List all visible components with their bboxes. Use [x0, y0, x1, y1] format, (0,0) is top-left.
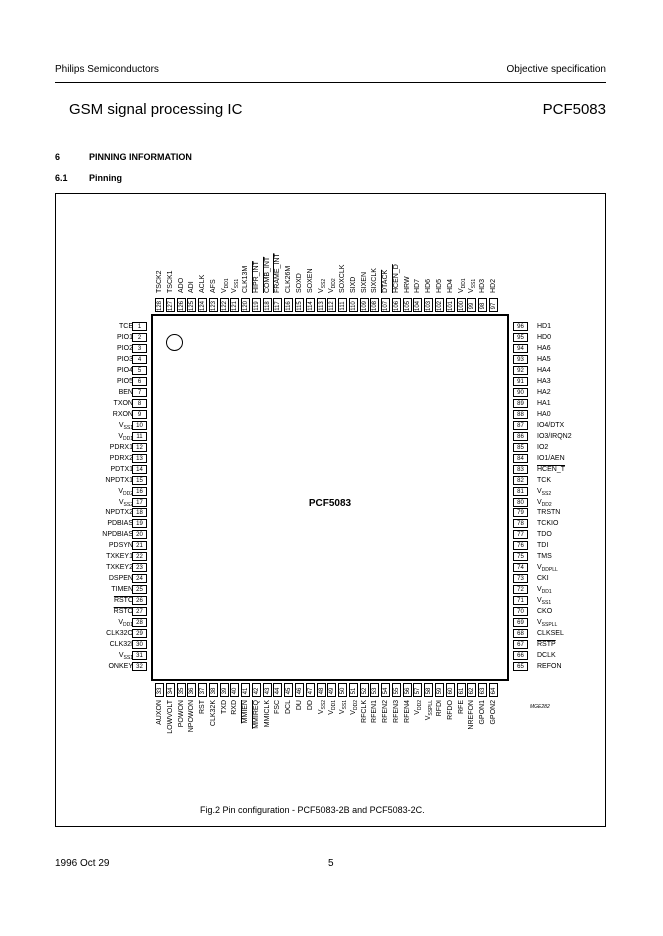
pin-number-box: 71 [513, 596, 528, 605]
pin-label: RFEN4 [403, 700, 411, 723]
pin-number-box: 107 [381, 298, 390, 312]
pin-number-box: 68 [513, 629, 528, 638]
pin-label: HCEN_T [537, 465, 566, 473]
pin-number-box: 91 [513, 377, 528, 386]
pin-label: TSCK1 [166, 270, 174, 293]
figure-code: MGE282 [530, 704, 550, 710]
pin-number-box: 34 [166, 683, 175, 697]
pin-number-box: 110 [349, 298, 358, 312]
pin-label: PIO2 [117, 344, 133, 352]
pin-number-box: 65 [513, 662, 528, 671]
pin-number-box: 76 [513, 541, 528, 550]
pin-number-box: 89 [513, 399, 528, 408]
pin-number-box: 40 [230, 683, 239, 697]
pin-number-box: 103 [424, 298, 433, 312]
pin-label: $V_{SS2}$ [118, 498, 133, 508]
pin-label: $V_{DD1}$ [328, 700, 338, 715]
pin-label: RFEN2 [382, 700, 390, 723]
pin-number-box: 77 [513, 530, 528, 539]
pin-number-box: 124 [198, 298, 207, 312]
pin-number-box: 53 [370, 683, 379, 697]
pin-label: CLK32I [109, 641, 133, 649]
pin-number-box: 74 [513, 563, 528, 572]
pin-label: CKO [537, 608, 553, 616]
pin-number-box: 35 [177, 683, 186, 697]
pin-number-box: 22 [132, 552, 147, 561]
pin-label: RSTP [537, 641, 556, 649]
pin-number-box: 30 [132, 640, 147, 649]
pin-number-box: 100 [457, 298, 466, 312]
pin-label: HD6 [425, 278, 433, 293]
pin-label: CLK13M [242, 265, 250, 293]
pin-label: CLKSEL [537, 630, 564, 638]
pin1-indicator [166, 334, 183, 351]
pin-number-box: 80 [513, 498, 528, 507]
document-title: GSM signal processing IC [69, 101, 243, 118]
pin-label: RFCLK [360, 700, 368, 723]
pin-label: RSTO [113, 608, 133, 616]
pin-label: TSCK2 [156, 270, 163, 293]
pin-number-box: 52 [360, 683, 369, 697]
pin-number-box: 39 [220, 683, 229, 697]
pin-label: DTACK [382, 269, 390, 293]
pin-number-box: 3 [132, 344, 147, 353]
pin-number-box: 33 [155, 683, 164, 697]
pin-number-box: 59 [435, 683, 444, 697]
pin-label: $V_{DD2}$ [118, 487, 133, 497]
pin-label: HCEN_D [392, 264, 400, 293]
pin-number-box: 26 [132, 596, 147, 605]
pin-number-box: 37 [198, 683, 207, 697]
pin-number-box: 25 [132, 585, 147, 594]
pin-number-box: 27 [132, 607, 147, 616]
pin-number-box: 32 [132, 662, 147, 671]
pin-label: HD0 [537, 333, 552, 341]
pin-label: NPDTX2 [105, 509, 133, 517]
pin-number-box: 102 [435, 298, 444, 312]
pin-number-box: 29 [132, 629, 147, 638]
pin-number-box: 108 [370, 298, 379, 312]
pin-number-box: 99 [467, 298, 476, 312]
pin-number-box: 55 [392, 683, 401, 697]
pin-number-box: 69 [513, 618, 528, 627]
pin-label: $V_{SS1}$ [537, 597, 552, 607]
pin-number-box: 83 [513, 465, 528, 474]
pin-label: $V_{DD2}$ [414, 700, 424, 715]
pin-label: DCLK [537, 652, 556, 660]
pin-label: HIPR_INT [252, 261, 260, 293]
pin-number-box: 116 [284, 298, 293, 312]
pin-label: IO3/IRQN2 [537, 432, 572, 440]
pin-number-box: 128 [155, 298, 164, 312]
pin-label: PDTX1 [110, 465, 133, 473]
pin-label: HD4 [446, 278, 454, 293]
header-rule [55, 82, 606, 83]
pin-number-box: 117 [273, 298, 282, 312]
pin-number-box: 36 [187, 683, 196, 697]
pin-label: HD3 [479, 278, 487, 293]
pin-number-box: 111 [338, 298, 347, 312]
pin-number-box: 48 [317, 683, 326, 697]
pin-label: DCL [285, 700, 293, 715]
pin-label: PDRX1 [109, 443, 133, 451]
pin-label: RFEN3 [392, 700, 400, 723]
pin-number-box: 7 [132, 388, 147, 397]
pin-label: RXON [112, 410, 133, 418]
pin-label: $V_{DD2}$ [328, 278, 338, 293]
pin-number-box: 46 [295, 683, 304, 697]
pin-number-box: 101 [446, 298, 455, 312]
pin-number-box: 45 [284, 683, 293, 697]
pin-number-box: 88 [513, 410, 528, 419]
pin-number-box: 70 [513, 607, 528, 616]
pin-label: DSPEN [108, 575, 133, 583]
pin-label: PIO5 [117, 377, 133, 385]
pin-number-box: 21 [132, 541, 147, 550]
section-number: 6 [55, 152, 61, 162]
pin-number-box: 94 [513, 344, 528, 353]
pin-label: FRAME_INT [274, 253, 282, 293]
pin-label: ADI [188, 281, 196, 293]
pin-number-box: 78 [513, 519, 528, 528]
part-number: PCF5083 [542, 101, 606, 118]
pin-label: SOXD [296, 273, 303, 293]
pin-number-box: 43 [263, 683, 272, 697]
pin-number-box: 38 [209, 683, 218, 697]
pin-label: HD2 [489, 278, 497, 293]
pin-label: $V_{SS1}$ [231, 278, 241, 293]
pin-number-box: 122 [220, 298, 229, 312]
pin-label: TXKEY1 [106, 553, 133, 561]
pin-label: AUXON [156, 700, 163, 725]
pin-number-box: 93 [513, 355, 528, 364]
pin-number-box: 17 [132, 498, 147, 507]
pin-number-box: 66 [513, 651, 528, 660]
pin-number-box: 16 [132, 487, 147, 496]
pin-number-box: 9 [132, 410, 147, 419]
pin-label: NPDTX1 [105, 476, 133, 484]
pin-label: ADO [177, 277, 185, 293]
pin-label: $V_{SS1}$ [339, 700, 349, 715]
pin-label: SOXCLK [339, 264, 347, 293]
pin-label: RSTC [113, 597, 133, 605]
pin-number-box: 119 [252, 298, 261, 312]
pin-label: NPOWON [188, 700, 196, 733]
pin-label: $V_{SS2}$ [317, 278, 327, 293]
page-number: 5 [328, 858, 334, 869]
pin-number-box: 23 [132, 563, 147, 572]
footer-date: 1996 Oct 29 [55, 858, 110, 869]
pin-number-box: 79 [513, 508, 528, 517]
pin-label: CLK26M [285, 265, 293, 293]
pin-label: PIO4 [117, 366, 133, 374]
pin-number-box: 92 [513, 366, 528, 375]
pin-number-box: 14 [132, 465, 147, 474]
pin-number-box: 44 [273, 683, 282, 697]
pin-number-box: 125 [187, 298, 196, 312]
pin-number-box: 60 [446, 683, 455, 697]
pin-label: PDRX2 [109, 454, 133, 462]
pin-label: $V_{SS1}$ [118, 421, 133, 431]
pin-number-box: 90 [513, 388, 528, 397]
pin-label: $V_{SS2}$ [537, 487, 552, 497]
pin-label: TXON [113, 399, 133, 407]
pin-label: REFON [537, 663, 562, 671]
pin-number-box: 114 [306, 298, 315, 312]
pin-label: SIXCLK [371, 268, 379, 293]
pin-number-box: 123 [209, 298, 218, 312]
pin-number-box: 106 [392, 298, 401, 312]
pin-label: RFDO [446, 700, 454, 720]
pin-number-box: 113 [317, 298, 326, 312]
pin-label: TIMEN [111, 586, 133, 594]
pin-label: PIO3 [117, 355, 133, 363]
pin-label: MMIEN [242, 700, 250, 724]
pin-label: AFS [209, 279, 217, 293]
pin-number-box: 18 [132, 508, 147, 517]
pin-label: $V_{DD2}$ [537, 498, 552, 508]
pin-label: CKI [537, 575, 549, 583]
pin-label: MMICLK [263, 700, 271, 728]
pin-number-box: 67 [513, 640, 528, 649]
pin-label: $V_{DD1}$ [220, 278, 230, 293]
pin-number-box: 95 [513, 333, 528, 342]
chip-name: PCF5083 [308, 498, 352, 509]
pin-label: RST [199, 700, 207, 714]
pin-number-box: 13 [132, 454, 147, 463]
pin-label: CLK32O [106, 630, 133, 638]
pin-number-box: 54 [381, 683, 390, 697]
pin-label: SOXEN [306, 268, 314, 293]
pin-number-box: 121 [230, 298, 239, 312]
section-title: PINNING INFORMATION [89, 152, 192, 162]
pin-number-box: 49 [327, 683, 336, 697]
pin-label: TXKEY2 [106, 564, 133, 572]
pin-label: CLK32K [209, 700, 217, 727]
header-spec-status: Objective specification [506, 64, 606, 75]
pin-number-box: 72 [513, 585, 528, 594]
header-company: Philips Semiconductors [55, 64, 159, 75]
pin-number-box: 115 [295, 298, 304, 312]
pin-number-box: 50 [338, 683, 347, 697]
pin-number-box: 82 [513, 476, 528, 485]
pin-label: HA1 [537, 399, 551, 407]
pin-label: FSC [274, 700, 282, 714]
pin-label: NPDBIAS [102, 531, 133, 539]
pin-number-box: 51 [349, 683, 358, 697]
pin-label: $V_{DD1}$ [118, 619, 133, 629]
pin-label: IO2 [537, 443, 549, 451]
pin-label: RFDI [436, 700, 444, 717]
pin-label: $V_{DD1}$ [457, 278, 467, 293]
pin-number-box: 86 [513, 432, 528, 441]
pin-label: TDO [537, 531, 552, 539]
pin-number-box: 47 [306, 683, 315, 697]
pin-label: $V_{SSPLL}$ [537, 619, 558, 629]
pin-number-box: 81 [513, 487, 528, 496]
pin-number-box: 1 [132, 322, 147, 331]
pin-number-box: 87 [513, 421, 528, 430]
pin-label: IO4/DTX [537, 421, 565, 429]
pin-label: NREFON [468, 700, 476, 730]
subsection-title: Pinning [89, 173, 122, 183]
pin-label: LOWVOLT [166, 700, 174, 734]
pin-number-box: 5 [132, 366, 147, 375]
pin-label: POWON [177, 700, 185, 728]
pin-number-box: 126 [177, 298, 186, 312]
pin-label: DU [296, 700, 303, 711]
pin-number-box: 41 [241, 683, 250, 697]
pin-number-box: 20 [132, 530, 147, 539]
pin-label: DD [306, 700, 314, 711]
pin-number-box: 118 [263, 298, 272, 312]
pin-label: RXD [231, 700, 239, 715]
pin-label: HA6 [537, 344, 551, 352]
pin-label: SIXD [349, 276, 357, 293]
pin-number-box: 63 [478, 683, 487, 697]
pin-number-box: 58 [424, 683, 433, 697]
pin-label: RFEN1 [371, 700, 379, 723]
pin-number-box: 75 [513, 552, 528, 561]
pin-label: GPON2 [489, 700, 497, 725]
pin-number-box: 28 [132, 618, 147, 627]
subsection-number: 6.1 [55, 173, 68, 183]
pin-label: HD5 [436, 278, 444, 293]
pin-label: TMS [537, 553, 552, 561]
pin-number-box: 84 [513, 454, 528, 463]
pin-number-box: 109 [360, 298, 369, 312]
pin-number-box: 11 [132, 432, 147, 441]
pin-number-box: 19 [132, 519, 147, 528]
pin-label: TXD [220, 700, 228, 714]
pin-number-box: 56 [403, 683, 412, 697]
pin-number-box: 127 [166, 298, 175, 312]
pin-number-box: 12 [132, 443, 147, 452]
pin-number-box: 62 [467, 683, 476, 697]
pin-label: HA5 [537, 355, 551, 363]
pin-label: TCE [119, 323, 133, 330]
pin-label: PDSYN [108, 542, 133, 550]
pin-number-box: 96 [513, 322, 528, 331]
pin-label: $V_{DD1}$ [537, 586, 552, 596]
pin-label: COMB_INT [263, 256, 271, 293]
pin-number-box: 6 [132, 377, 147, 386]
pin-label: SIXEN [360, 271, 368, 293]
pin-label: HA4 [537, 366, 551, 374]
pin-label: HA3 [537, 377, 551, 385]
pin-label: $V_{SS1}$ [118, 652, 133, 662]
pin-label: ACLK [199, 274, 207, 293]
pin-number-box: 104 [413, 298, 422, 312]
pin-label: HD1 [537, 323, 552, 330]
pin-number-box: 61 [457, 683, 466, 697]
pin-number-box: 31 [132, 651, 147, 660]
pin-label: $V_{DDPLL}$ [537, 564, 558, 574]
pin-label: PDBIAS [107, 520, 133, 528]
pin-label: IO1/AEN [537, 454, 565, 462]
pin-label: $V_{DD2}$ [349, 700, 359, 715]
pin-label: TDI [537, 542, 549, 550]
pin-number-box: 10 [132, 421, 147, 430]
pin-label: RFE [457, 700, 465, 714]
pin-label: $V_{SS2}$ [317, 700, 327, 715]
pin-label: PIO1 [117, 333, 133, 341]
pin-number-box: 64 [489, 683, 498, 697]
pin-label: HRW [403, 276, 411, 293]
pin-number-box: 73 [513, 574, 528, 583]
pin-number-box: 8 [132, 399, 147, 408]
pin-label: $V_{SSPLL}$ [425, 700, 435, 721]
pin-number-box: 120 [241, 298, 250, 312]
pin-number-box: 2 [132, 333, 147, 342]
pin-label: $V_{DD1}$ [118, 432, 133, 442]
pin-label: BEN [118, 388, 133, 396]
pin-label: HA2 [537, 388, 551, 396]
pin-label: GPON1 [479, 700, 487, 725]
pin-number-box: 105 [403, 298, 412, 312]
pin-label: TCKIO [537, 520, 559, 528]
pin-label: TRSTN [537, 509, 561, 517]
figure-caption: Fig.2 Pin configuration - PCF5083-2B and PCF5083-2C. [200, 805, 425, 815]
pin-number-box: 112 [327, 298, 336, 312]
pin-number-box: 15 [132, 476, 147, 485]
pin-label: TCK [537, 476, 551, 484]
pin-number-box: 24 [132, 574, 147, 583]
pin-label: HD7 [414, 278, 422, 293]
pin-number-box: 97 [489, 298, 498, 312]
pin-number-box: 57 [413, 683, 422, 697]
pin-label: ONKEY [108, 663, 133, 671]
pin-number-box: 85 [513, 443, 528, 452]
pin-number-box: 42 [252, 683, 261, 697]
pin-number-box: 98 [478, 298, 487, 312]
pin-label: HA0 [537, 410, 551, 418]
pin-label: MMIREQ [252, 700, 260, 729]
pin-number-box: 4 [132, 355, 147, 364]
pin-label: $V_{SS1}$ [468, 278, 478, 293]
